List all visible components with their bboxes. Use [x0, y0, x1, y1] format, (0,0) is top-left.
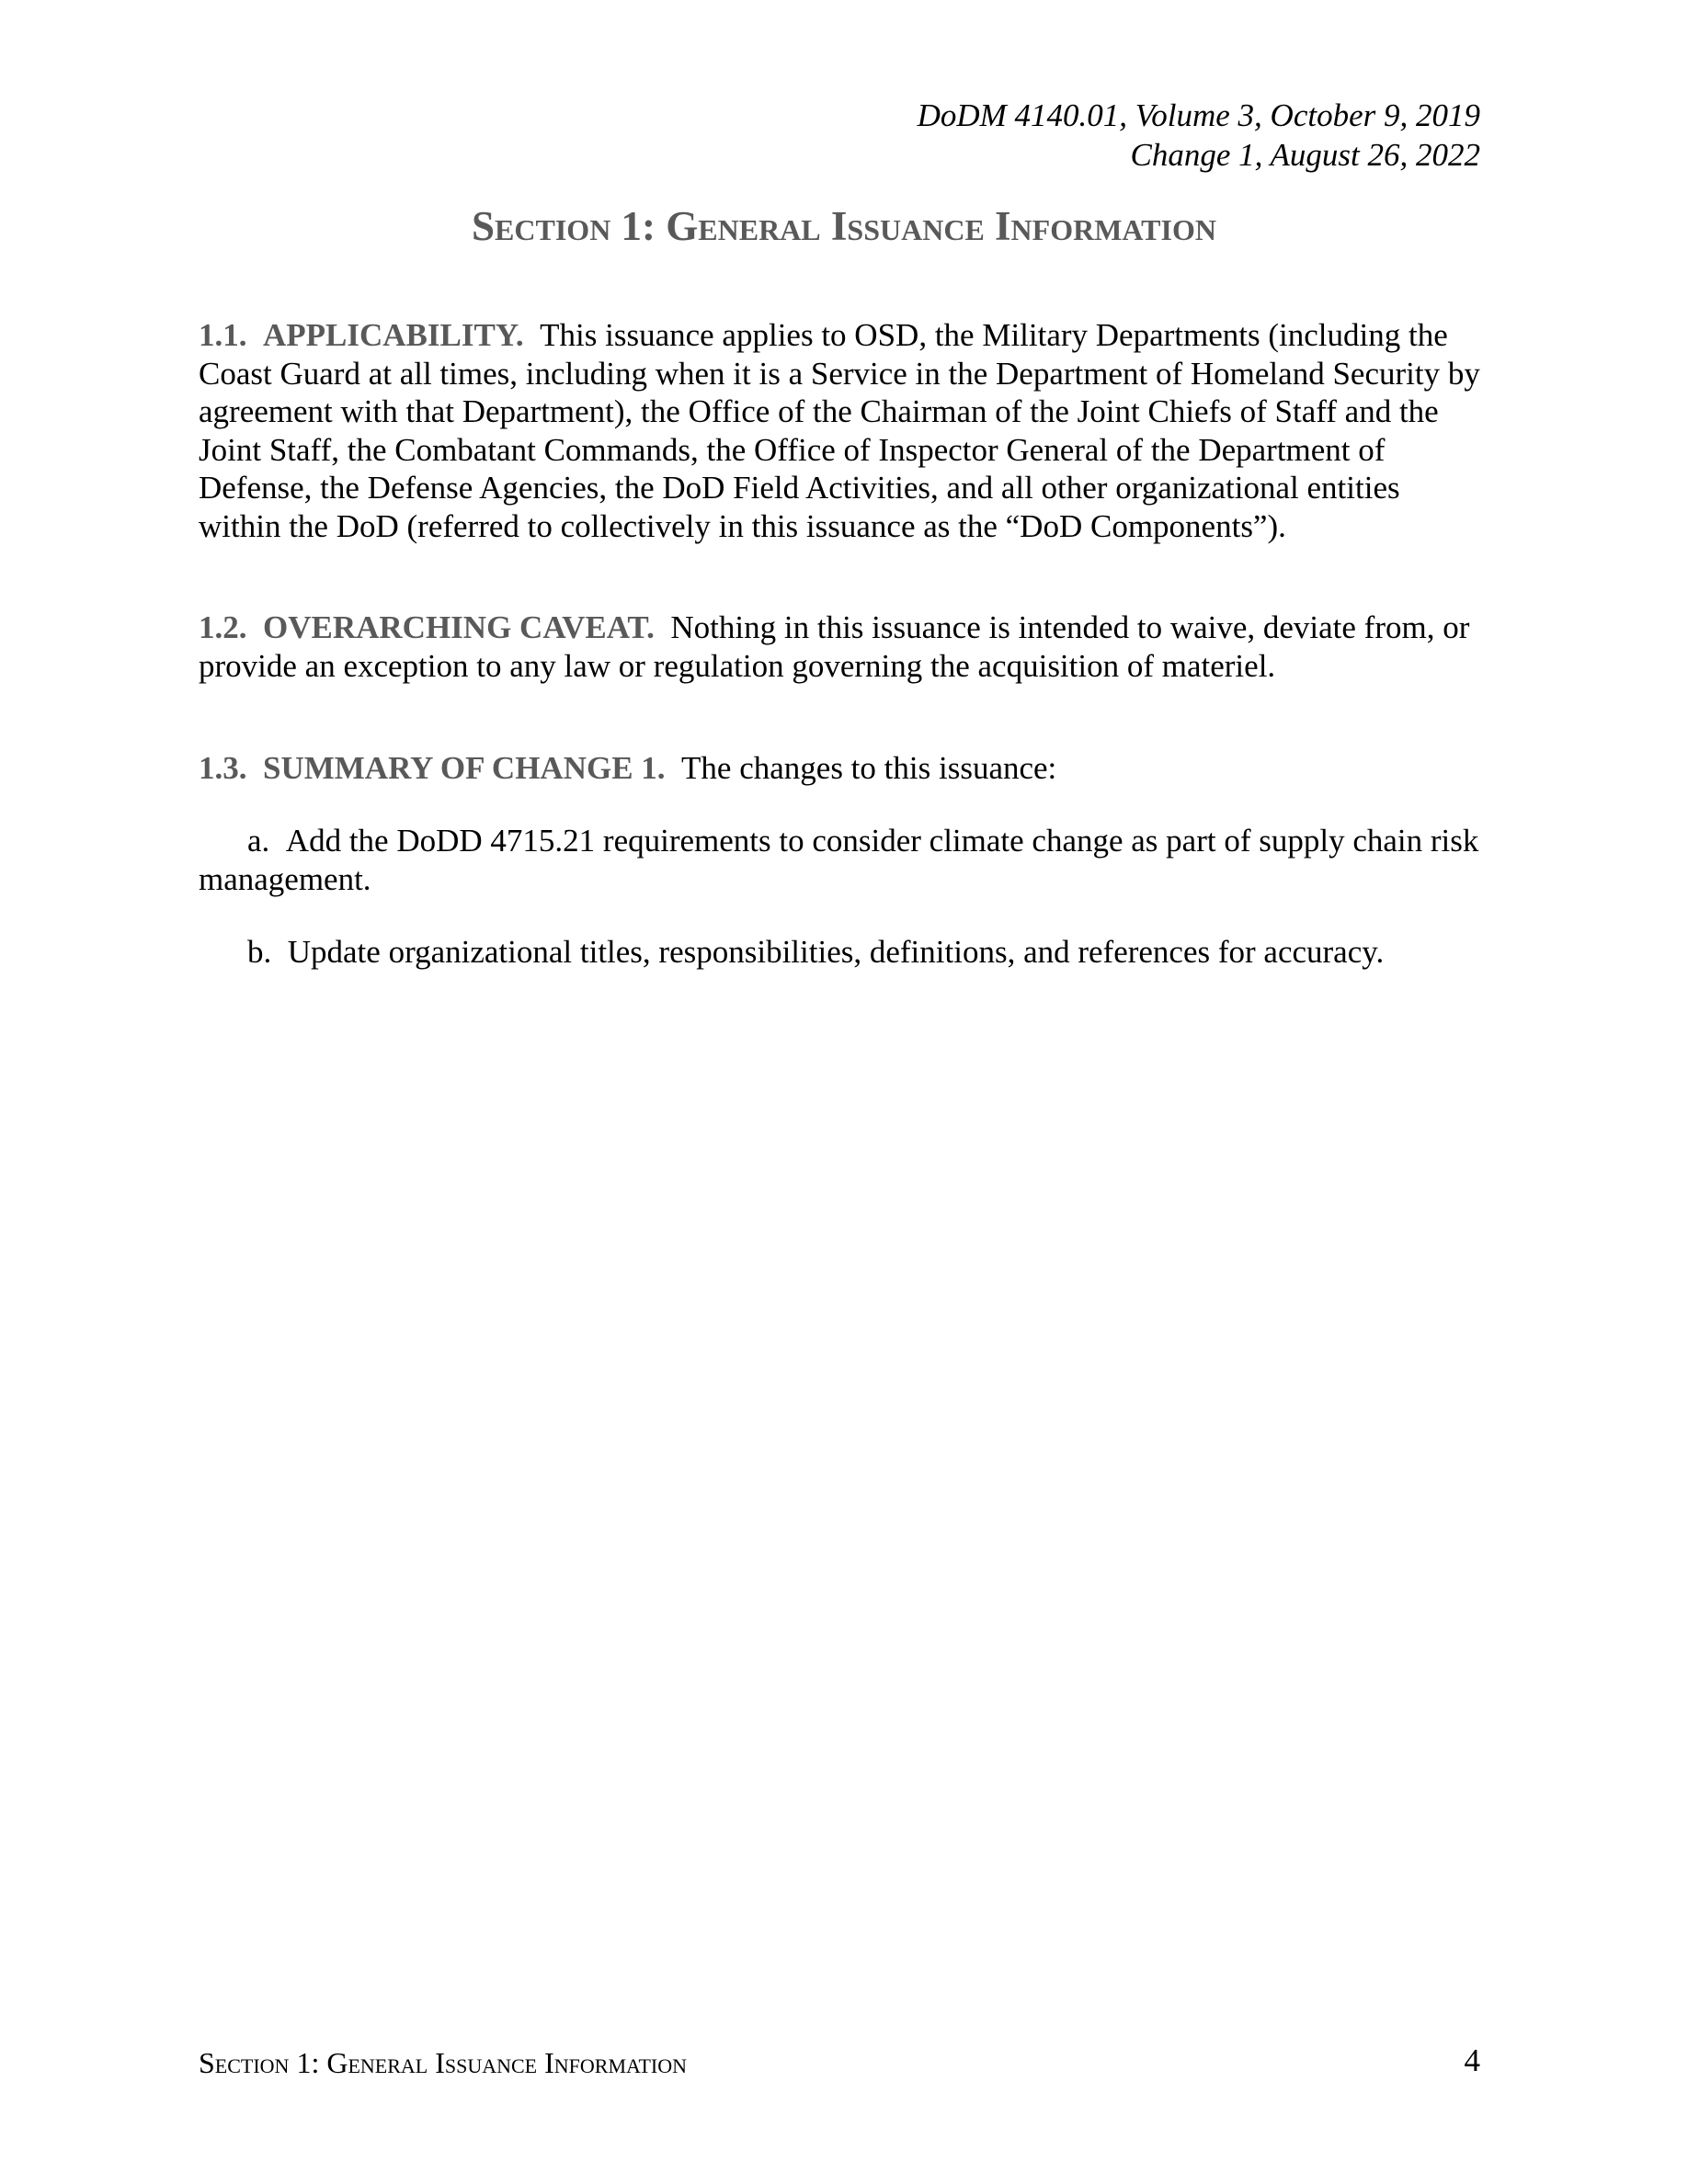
paragraph-overarching-caveat: [199, 609, 1489, 685]
document-header: [918, 96, 1480, 175]
footer-section-title: Section 1: General Issuance Information: [199, 2046, 688, 2079]
list-item-label: b.: [247, 934, 272, 970]
paragraph-heading: SUMMARY OF CHANGE 1.: [263, 750, 666, 786]
header-line-document-id: DoDM 4140.01, Volume 3, October 9, 2019: [917, 97, 1480, 133]
paragraph-number: 1.1.: [199, 317, 247, 353]
paragraph-text: Nothing in this issuance is intended to waive, deviate from, or provide an exception to any law or regulation governing the acquisition of materiel.: [199, 609, 1470, 684]
paragraph-text: The changes to this issuance:: [681, 750, 1057, 786]
paragraph-text: This issuance applies to OSD, the Military Departments (including the Coast Guard at all times, including when it is a Service in the Department of Homeland Security by agreement with that Department), the Office of the Chairman of the Joint Chiefs of Staff and the Joint Staff, the Combatant Commands, the Office of Inspector General of the Department of Defense, the Defense Agencies, the DoD Field Activities, and all other organizational entities within the DoD (referred to collectively in this issuance as the “DoD Components”).: [199, 317, 1480, 544]
list-item-label: a.: [247, 823, 270, 859]
paragraph-summary-of-change: [199, 749, 1489, 788]
paragraph-heading: APPLICABILITY.: [263, 317, 524, 353]
list-item-text: Add the DoDD 4715.21 requirements to consider climate change as part of supply chain risk management.: [199, 823, 1479, 897]
paragraph-heading: OVERARCHING CAVEAT.: [263, 609, 655, 645]
section-title: Section 1: General Issuance Information: [472, 203, 1216, 249]
footer-page-number: 4: [1464, 2042, 1480, 2078]
paragraph-number: 1.2.: [199, 609, 247, 645]
list-item-change-a: [199, 822, 1489, 898]
list-item-text: Update organizational titles, responsibilities, definitions, and references for accuracy.: [287, 934, 1385, 970]
paragraph-number: 1.3.: [199, 750, 247, 786]
paragraph-applicability: [199, 316, 1489, 545]
header-line-change: Change 1, August 26, 2022: [1130, 137, 1480, 173]
list-item-change-b: [199, 933, 1489, 972]
